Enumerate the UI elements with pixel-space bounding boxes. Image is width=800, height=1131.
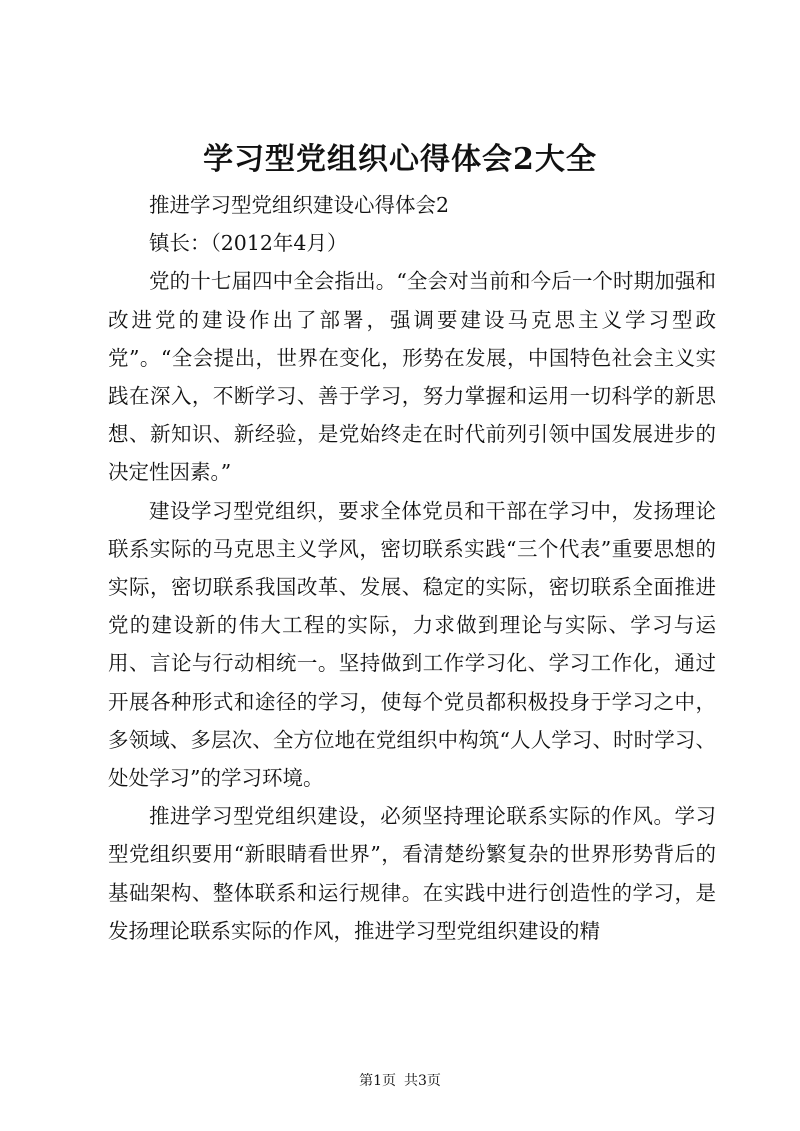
paragraph-1: 党的十七届四中全会指出。“全会对当前和今后一个时期加强和改进党的建设作出了部署，强调要建设马克思主义学习型政党”。“全会提出，世界在变化，形势在发展，中国特色社会主义实践在深入，不断学习、善于学习，努力掌握和运用一切科学的新思想、新知识、新经验，是党始终走在时代前列引领中国发展进步的决定性因素。”	[108, 269, 716, 485]
paragraph-2: 建设学习型党组织，要求全体党员和干部在学习中，发扬理论联系实际的马克思主义学风，密切联系实践“三个代表”重要思想的实际，密切联系我国改革、发展、稳定的实际，密切联系全面推进党的建设新的伟大工程的实际，力求做到理论与实际、学习与运用、言论与行动相统一。坚持做到工作学习化、学习工作化，通过开展各种形式和途径的学习，使每个党员都积极投身于学习之中，多领域、多层次、全方位地在党组织中构筑“人人学习、时时学习、处处学习”的学习环境。	[108, 498, 716, 791]
page-number: 第1页	[359, 1073, 396, 1089]
page-footer	[0, 1071, 800, 1091]
page-total: 共3页	[404, 1073, 441, 1089]
document-title: 学习型党组织心得体会2大全	[203, 142, 597, 177]
document-body	[108, 186, 716, 950]
document-subtitle: 推进学习型党组织建设心得体会2	[149, 193, 450, 217]
paragraph-3: 推进学习型党组织建设，必须坚持理论联系实际的作风。学习型党组织要用“新眼睛看世界”，看清楚纷繁复杂的世界形势背后的基础架构、整体联系和运行规律。在实践中进行创造性的学习，是发扬理论联系实际的作风，推进学习型党组织建设的精	[108, 804, 716, 943]
document-byline: 镇长：（2012年4月）	[149, 231, 348, 256]
